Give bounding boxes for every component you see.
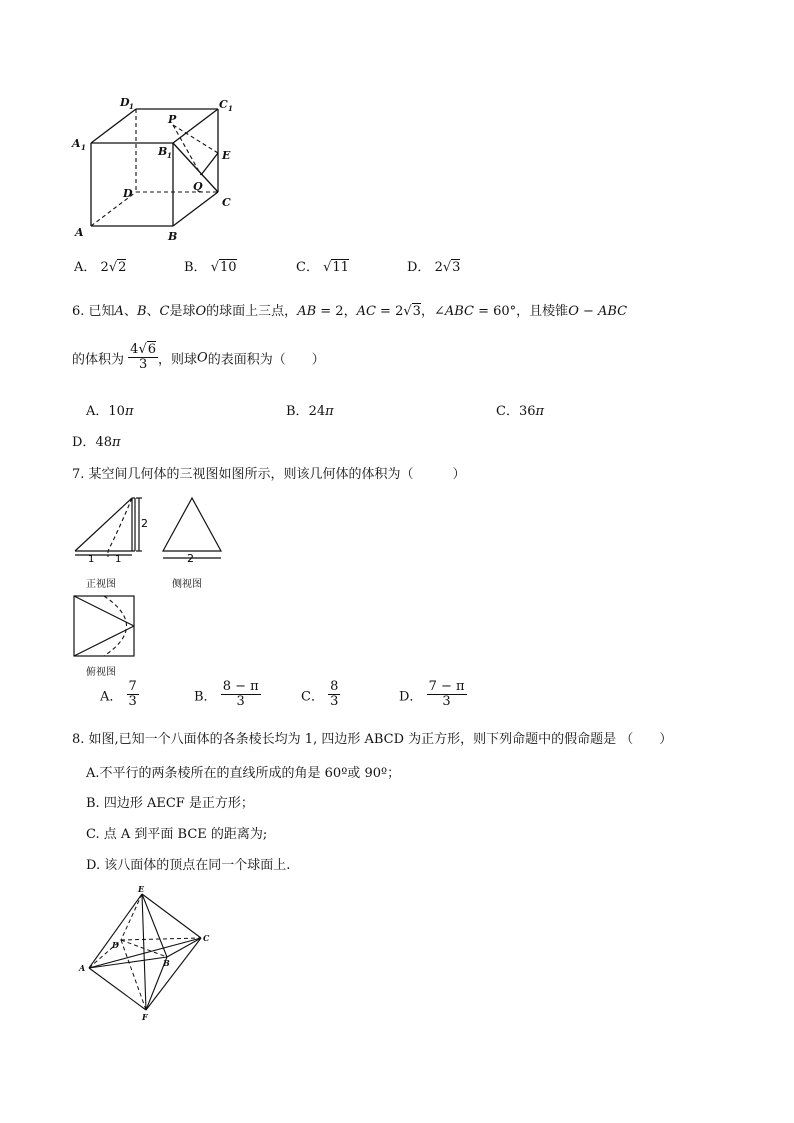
oct-label-d: D [112, 940, 119, 950]
q7-option-b: B． $\frac{8 - \pi}{3}$ [194, 679, 259, 710]
oct-label-e: E [138, 884, 145, 894]
q8-stem: 8. 如图,已知一个八面体的各条棱长均为 1, 四边形 ABCD 为正方形，则下列命题中的假命题是 （ ） [72, 732, 673, 747]
label-a1: A [72, 137, 81, 150]
q8-option-b: B. 四边形 AECF 是正方形； [86, 796, 254, 811]
q6-option-d: D．48π [72, 435, 121, 450]
oct-label-c: C [203, 933, 210, 943]
label-d1: D [120, 96, 130, 109]
label-d1-sub: 1 [129, 102, 134, 111]
label-d: D [123, 187, 133, 200]
q7-option-d: D． $\frac{7 - \pi}{3}$ [399, 679, 465, 710]
label-e: E [222, 149, 231, 162]
front-dim-2: 2 [141, 517, 148, 530]
label-q: Q [193, 180, 203, 193]
q5-option-b: B． √10 [184, 260, 237, 275]
label-a: A [75, 226, 84, 239]
q6-option-a: A．10π [86, 404, 134, 419]
cube-figure [70, 95, 250, 245]
label-p: P [168, 113, 177, 126]
q6-option-c: C．36π [496, 404, 545, 419]
side-view-label: 侧视图 [172, 579, 202, 590]
label-b: B [168, 230, 178, 243]
q5-option-a: A． 2√2 [74, 260, 127, 275]
q7-stem: 7. 某空间几何体的三视图如图所示，则该几何体的体积为（ ） [72, 467, 466, 482]
q7-option-c: C． $\frac{8}{3}$ [301, 679, 339, 710]
top-view-figure [71, 592, 141, 662]
front-view-label: 正视图 [86, 579, 116, 590]
q7-option-a: A． $\frac{7}{3}$ [100, 679, 137, 710]
q6-stem-line1: 6. 已知A、B、C是球O的球面上三点，AB = 2，AC = 2√3，∠ABC = 60°，且棱锥O − ABC [72, 304, 628, 319]
label-c1-sub: 1 [228, 104, 233, 113]
label-b1: B [158, 145, 168, 158]
label-c: C [222, 196, 231, 209]
q6-stem-line2: 的体积为 $\frac{4√6}{3}$ ，则球O的表面积为（ ） [72, 342, 325, 373]
front-view-figure [70, 492, 160, 562]
front-dim-1b: 1 [115, 554, 122, 562]
octahedron-figure [74, 882, 224, 1022]
top-view-label: 俯视图 [86, 667, 116, 678]
label-b1-sub: 1 [167, 151, 172, 160]
volume-fraction: $\frac{4√6}{3}$ [130, 342, 157, 373]
q5-option-d: D． 2√3 [407, 260, 461, 275]
label-c1: C [219, 98, 228, 111]
side-dim-2: 2 [187, 552, 194, 565]
oct-label-b: B [163, 958, 170, 968]
side-view-figure [158, 492, 228, 567]
q6-option-b: B．24π [286, 404, 334, 419]
label-a1-sub: 1 [81, 143, 86, 152]
front-dim-1a: 1 [88, 554, 95, 562]
q5-option-c: C． √11 [296, 260, 349, 275]
oct-label-a: A [79, 963, 86, 973]
q8-option-a: A.不平行的两条棱所在的直线所成的角是 60º或 90º； [86, 766, 401, 781]
q8-option-d: D. 该八面体的顶点在同一个球面上. [86, 858, 291, 873]
oct-label-f: F [142, 1012, 148, 1022]
q8-option-c: C. 点 A 到平面 BCE 的距离为; [86, 827, 268, 842]
